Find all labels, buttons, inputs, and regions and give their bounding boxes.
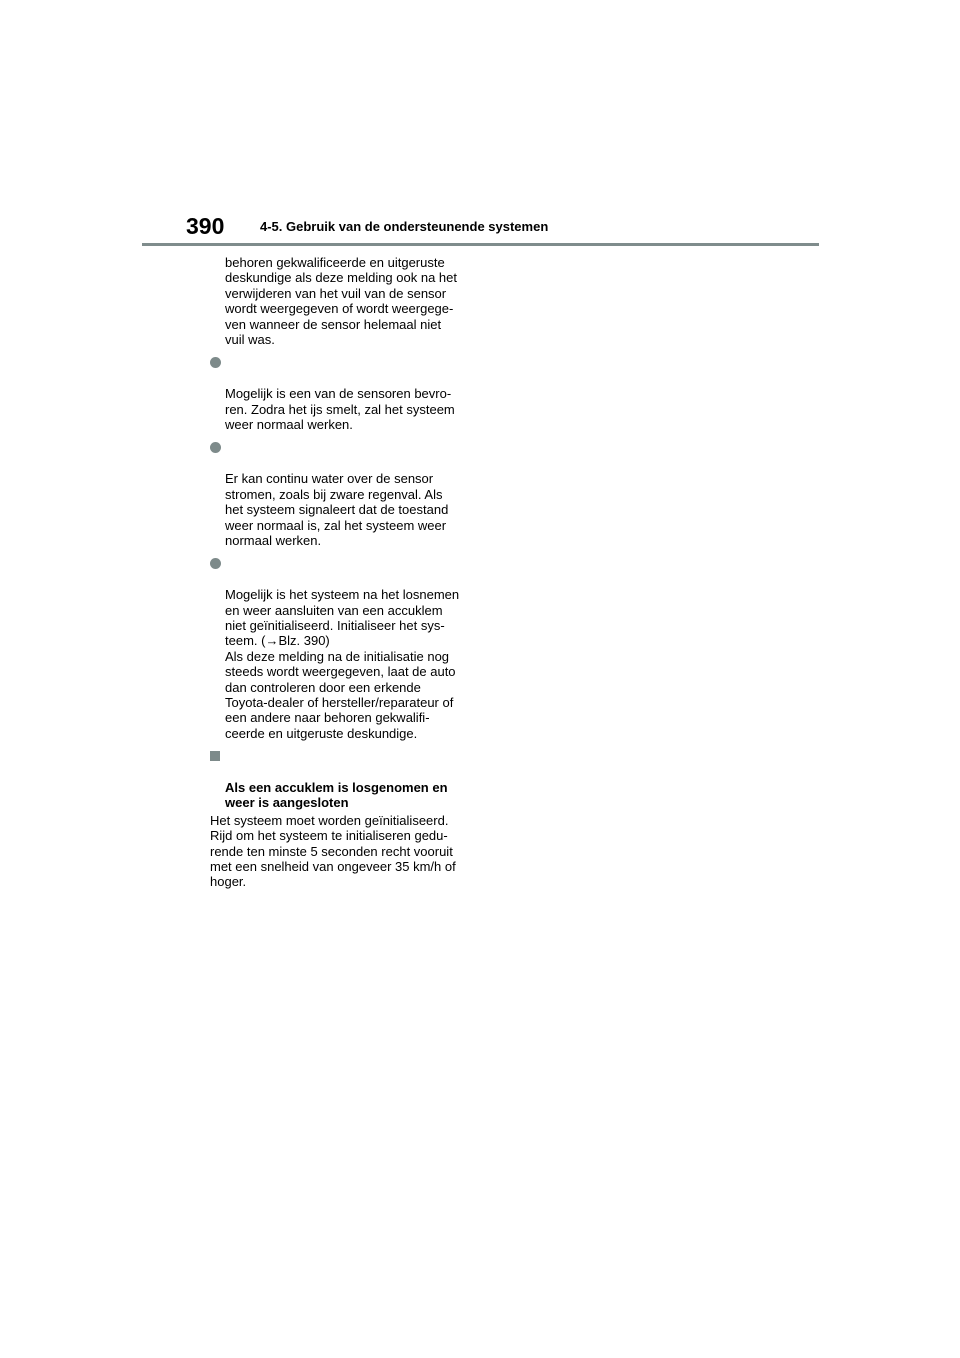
bullet-item: [210, 440, 472, 548]
bullet-text: Er kan continu water over de sensor stromen, zoals bij zware regenval. Als het systeem signaleert dat de toestand weer normaal is, zal het systeem weer normaal werken.: [225, 471, 449, 548]
subsection-heading-text: Als een accuklem is losgenomen en weer is aangesloten: [225, 780, 448, 811]
subsection-heading: [210, 749, 472, 811]
bullet-item: [210, 556, 472, 741]
section-title: 4-5. Gebruik van de ondersteunende systemen: [260, 219, 549, 234]
header-divider: [142, 243, 819, 246]
bullet-text: Mogelijk is het systeem na het losnemen en weer aansluiten van een accuklem niet geïnitialiseerd. Initialiseer het sys- teem. (→Blz. 390) Als deze melding na de initialisatie nog steeds wordt weergegeven, laat de auto dan controleren door een erkende Toyota-dealer of hersteller/reparateur of een andere naar behoren gekwalifi- ceerde en uitgeruste deskundige.: [225, 587, 460, 741]
square-bullet-icon: [210, 751, 220, 761]
bullet-circle-icon: [210, 558, 221, 569]
page-content: [210, 255, 472, 890]
continuation-paragraph: behoren gekwalificeerde en uitgeruste deskundige als deze melding ook na het verwijderen van het vuil van de sensor wordt weergegeven of wordt weergege- ven wanneer de sensor helemaal niet vuil was.: [225, 255, 457, 348]
body-paragraph: Het systeem moet worden geïnitialiseerd. Rijd om het systeem te initialiseren gedu- rende ten minste 5 seconden recht vooruit met een snelheid van ongeveer 35 km/h of hoger.: [210, 812, 456, 890]
bullet-text: Mogelijk is een van de sensoren bevro- ren. Zodra het ijs smelt, zal het systeem weer normaal werken.: [225, 386, 455, 433]
bullet-circle-icon: [210, 442, 221, 453]
bullet-item: [210, 355, 472, 432]
page-number: 390: [186, 213, 225, 239]
bullet-circle-icon: [210, 357, 221, 368]
